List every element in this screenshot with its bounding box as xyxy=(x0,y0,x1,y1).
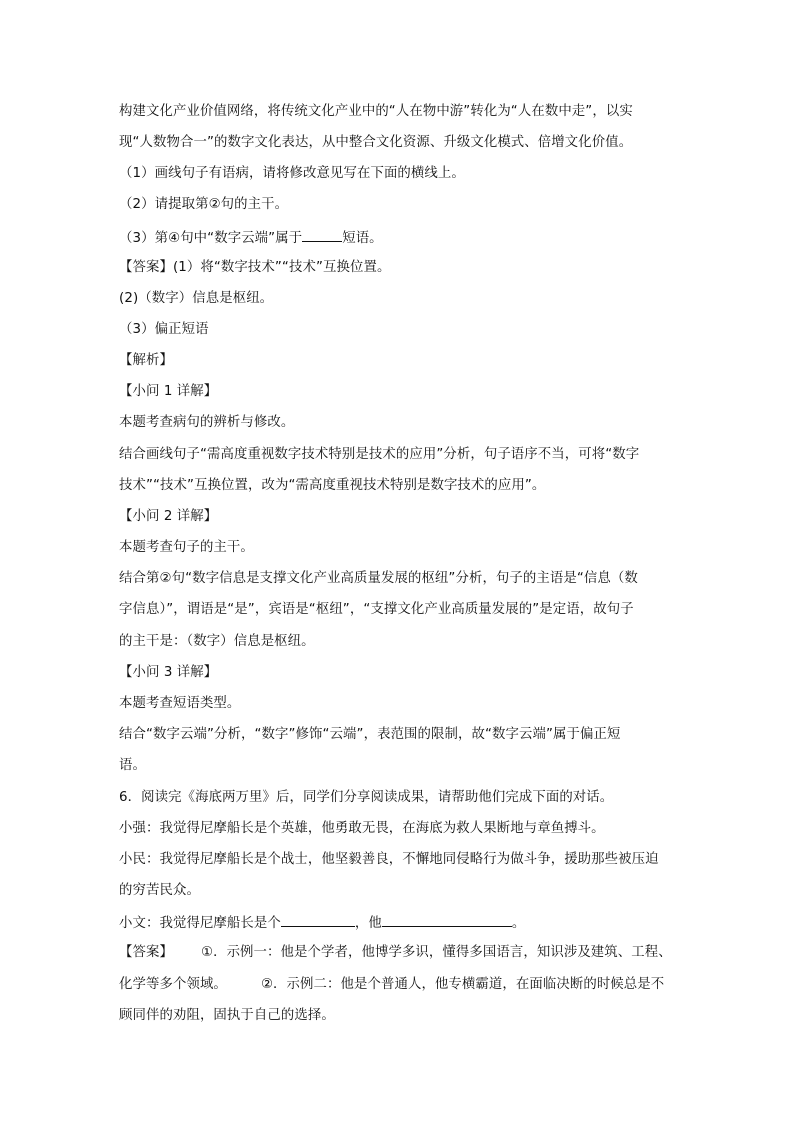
subquestion-1-line-3: 技术”“技术”互换位置，改为“需高度重视技术特别是数字技术的应用”。 xyxy=(119,478,546,493)
answer-blank-2[interactable] xyxy=(382,912,512,927)
dialog-xiaoqiang: 小强：我觉得尼摩船长是个英雄，他勇敢无畏，在海底为救人果断地与章鱼搏斗。 xyxy=(119,821,605,836)
subquestion-3-line-1: 本题考查短语类型。 xyxy=(119,696,241,711)
subquestion-3-line-2: 结合“数字云端”分析，“数字”修饰“云端”，表范围的限制，故“数字云端”属于偏正短 xyxy=(119,727,621,742)
subquestion-1-heading: 【小问 1 详解】 xyxy=(119,384,218,399)
answer-blank-1[interactable] xyxy=(281,912,355,927)
dialog-xiaomin-line-1: 小民：我觉得尼摩船长是个战士，他坚毅善良，不懈地同侵略行为做斗争，援助那些被压迫 xyxy=(119,852,659,867)
answer6-line-2: 化学等多个领域。 ②．示例二：他是个普通人，他专横霸道，在面临决断的时候总是不 xyxy=(119,977,665,992)
question-2: （2）请提取第②句的主干。 xyxy=(119,197,289,212)
question-3: （3）第④句中“数字云端”属于 短语。 xyxy=(119,227,679,249)
answer-line-2: (2)（数字）信息是枢纽。 xyxy=(119,291,274,306)
subquestion-1-line-2: 结合画线句子“需高度重视数字技术特别是技术的应用”分析，句子语序不当，可将“数字 xyxy=(119,447,640,462)
question-1: （1）画线句子有语病，请将修改意见写在下面的横线上。 xyxy=(119,166,465,181)
passage-line-2: 现“人数物合一”的数字文化表达，从中整合文化资源、升级文化模式、倍增文化价值。 xyxy=(119,135,633,150)
subquestion-3-heading: 【小问 3 详解】 xyxy=(119,665,218,680)
subquestion-2-heading: 【小问 2 详解】 xyxy=(119,509,218,524)
question-6: 6．阅读完《海底两万里》后，同学们分享阅读成果，请帮助他们完成下面的对话。 xyxy=(119,790,614,805)
dialog-xiaomin-line-2: 的穷苦民众。 xyxy=(119,883,200,898)
passage-line-1: 构建文化产业价值网络，将传统文化产业中的“人在物中游”转化为“人在数中走”，以实 xyxy=(119,104,633,119)
answer6-line-3: 顾同伴的劝阻，固执于自己的选择。 xyxy=(119,1008,335,1023)
subquestion-2-line-2: 结合第②句“数字信息是支撑文化产业高质量发展的枢纽”分析，句子的主语是“信息（数 xyxy=(119,571,638,586)
answer-line-1: 【答案】(1）将“数字技术”“技术”互换位置。 xyxy=(119,260,391,275)
answer-line-3: （3）偏正短语 xyxy=(119,322,209,337)
answer-blank[interactable] xyxy=(302,227,342,242)
subquestion-1-line-1: 本题考查病句的辨析与修改。 xyxy=(119,415,295,430)
analysis-heading: 【解析】 xyxy=(119,353,173,368)
dialog-xiaowen: 小文：我觉得尼摩船长是个 ，他 。 xyxy=(119,912,679,934)
subquestion-2-line-4: 的主干是：（数字）信息是枢纽。 xyxy=(119,634,315,649)
answer6-line-1: 【答案】 ①．示例一：他是个学者，他博学多识，懂得多国语言，知识涉及建筑、工程、 xyxy=(119,945,672,960)
subquestion-2-line-1: 本题考查句子的主干。 xyxy=(119,540,254,555)
subquestion-2-line-3: 字信息）”，谓语是“是”，宾语是“枢纽”，“支撑文化产业高质量发展的”是定语，故句子 xyxy=(119,602,634,617)
subquestion-3-line-3: 语。 xyxy=(119,758,146,773)
